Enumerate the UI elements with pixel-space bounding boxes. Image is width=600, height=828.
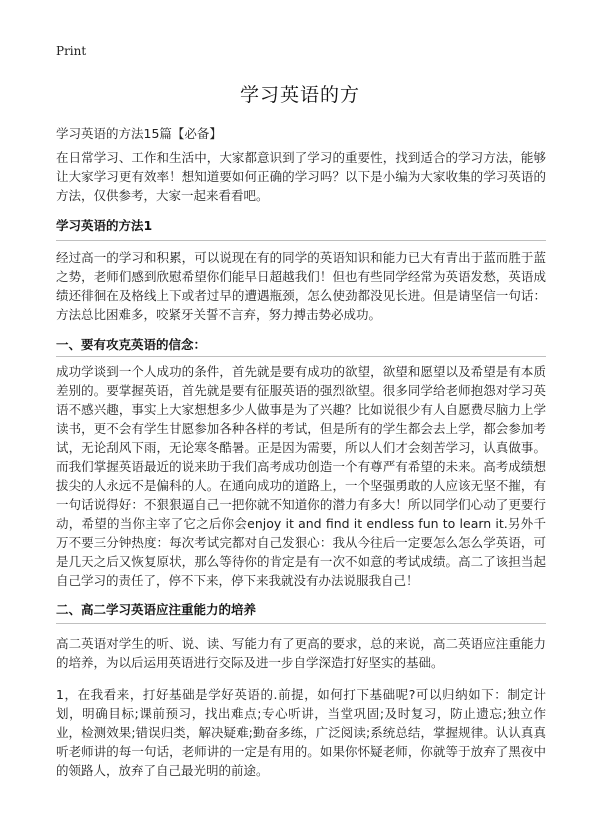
section-divider [56,356,546,357]
page-title: 学习英语的方 [239,84,360,106]
section-divider [56,240,546,241]
document-subtitle: 学习英语的方法15篇【必备】 [56,126,222,141]
section-divider [56,623,546,624]
subheading-ability: 二、高二学习英语应注重能力的培养 [56,602,257,617]
subheading-belief: 一、要有攻克英语的信念： [56,337,207,352]
intro-paragraph: 在日常学习、工作和生活中，大家都意识到了学习的重要性，找到适合的学习方法，能够让大家学习更有效率！想知道要如何正确的学习吗？以下是小编为大家收集的学习英语的方法，仅供参考，大家一起来看看吧。 [56,150,546,203]
print-label: Print [56,44,87,58]
point-1-paragraph: 1，在我看来，打好基础是学好英语的.前提，如何打下基础呢?可以归纳如下：制定计划，明确目标;课前预习，找出难点;专心听讲，当堂巩固;及时复习，防止遗忘;独立作业，检测效果;错误归类，解决疑难;勤奋多练，广泛阅读;系统总结，掌握规律。认认真真听老师讲的每一句话，老师讲的一定是有用的。如果你怀疑老师，你就等于放弃了黑夜中的领路人，放弃了自己最光明的前途。 [56,687,546,778]
section-heading-method-1: 学习英语的方法1 [56,218,153,233]
ability-paragraph: 高二英语对学生的听、说、读、写能力有了更高的要求，总的来说，高二英语应注重能力的培养，为以后运用英语进行交际及进一步自学深造打好坚实的基础。 [56,636,546,670]
section-1-paragraph: 经过高一的学习和积累，可以说现在有的同学的英语知识和能力已大有青出于蓝而胜于蓝之势，老师们感到欣慰希望你们能早日超越我们！但也有些同学经常为英语发愁，英语成绩还徘徊在及格线上下或者过早的遭遇瓶颈，怎么使劲都没见长进。但是请坚信一句话：方法总比困难多，咬紧牙关誓不言弃，努力搏击势必成功。 [56,250,546,322]
belief-paragraph: 成功学谈到一个人成功的条件，首先就是要有成功的欲望，欲望和愿望以及希望是有本质差别的。要掌握英语，首先就是要有征服英语的强烈欲望。很多同学给老师抱怨对学习英语不感兴趣，事实上大家想想多少人做事是为了兴趣？比如说很少有人自愿费尽脑力上学读书，更不会有学生甘愿参加各种各样的考试，但是所有的学生都会去上学，都会参加考试，无论刮风下雨，无论寒冬酷暑。正是因为需要，所以人们才会刻苦学习，认真做事。而我们掌握英语最近的说来助于我们高考成功创造一个有尊严有希望的未来。高考成绩想拔尖的人永远不是偏科的人。在通向成功的道路上，一个坚强勇敢的人应该无坚不摧，有一句话说得好：不狠狠逼自己一把你就不知道你的潜力有多大！所以同学们心动了更要行动，希望的当你主宰了它之后你会enjoy it and find it endless fun to learn it.另外千万不要三分钟热度：每次考试完都对自己发狠心：我从今往后一定要怎么怎么学英语，可是几天之后又恢复原状，那么等待你的肯定是有一次不如意的考试成绩。高二了该担当起自己学习的责任了，停不下来，停下来我就没有办法说服我自己！ [56,364,546,588]
